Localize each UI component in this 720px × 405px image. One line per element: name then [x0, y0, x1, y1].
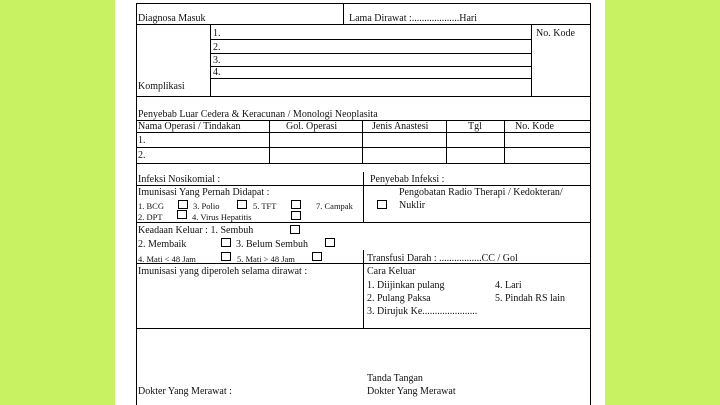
imunisasi-diperoleh-label: Imunisasi yang diperoleh selama dirawat : [138, 266, 308, 277]
penyebab-luar-label: Penyebab Luar Cedera & Keracunan / Monologi Neoplasita [138, 109, 378, 120]
row-divider [136, 222, 590, 223]
checkbox-campak[interactable] [377, 200, 387, 209]
cara-keluar-pindah-rs: 5. Pindah RS lain [495, 293, 566, 304]
keadaan-belum-sembuh: 3. Belum Sembuh [236, 239, 308, 250]
col-no-kode: No. Kode [515, 121, 554, 132]
row-divider [136, 24, 590, 25]
row-divider [136, 132, 590, 133]
operasi-row-2: 2. [138, 150, 146, 161]
col-divider [363, 250, 364, 263]
col-divider [363, 172, 364, 222]
row-divider [136, 163, 590, 164]
diagnosis-item-4: 4. [213, 67, 221, 78]
imunisasi-bcg: 1. BCG [138, 201, 164, 211]
row-divider [210, 78, 531, 79]
form-border-right [590, 3, 591, 405]
operasi-row-1: 1. [138, 135, 146, 146]
imunisasi-dpt: 2. DPT [138, 212, 163, 222]
cara-keluar-label: Cara Keluar [367, 266, 416, 277]
col-gol-operasi: Gol. Operasi [286, 121, 338, 132]
radio-terapi-label: Pengobatan Radio Therapi / Kedokteran/ [399, 187, 563, 198]
penyebab-infeksi-label: Penyebab Infeksi : [370, 174, 445, 185]
diagnosis-item-3: 3. [213, 55, 221, 66]
imunisasi-polio: 3. Polio [193, 201, 220, 211]
diagnosis-item-2: 2. [213, 42, 221, 53]
komplikasi-label: Komplikasi [138, 81, 185, 92]
col-jenis-anastesi: Jenis Anastesi [372, 121, 429, 132]
dokter-label: Dokter Yang Merawat : [138, 386, 232, 397]
cara-keluar-pulang-paksa: 2. Pulang Paksa [367, 293, 431, 304]
imunisasi-tft: 5. TFT [253, 201, 277, 211]
imunisasi-title: Imunisasi Yang Pernah Didapat : [138, 187, 270, 198]
nuklir-label: Nuklir [399, 200, 426, 211]
infeksi-nosikomial-label: Infeksi Nosikomial : [138, 174, 221, 185]
form-border-left [136, 3, 137, 405]
row-divider [136, 96, 590, 97]
row-divider [210, 39, 531, 40]
checkbox-membaik[interactable] [221, 238, 231, 247]
col-divider [446, 120, 447, 163]
cara-keluar-diijinkan: 1. Diijinkan pulang [367, 280, 445, 291]
col-nama-operasi: Nama Operasi / Tindakan [138, 121, 241, 132]
medical-summary-form [115, 0, 605, 405]
checkbox-belum-sembuh[interactable] [325, 238, 335, 247]
row-divider [136, 328, 590, 329]
checkbox-mati-kurang[interactable] [221, 252, 231, 261]
row-divider [210, 53, 531, 54]
imunisasi-hepatitis: 4. Virus Hepatitis [192, 212, 252, 222]
no-kode-label: No. Kode [536, 28, 575, 39]
checkbox-sembuh[interactable] [290, 225, 300, 234]
keadaan-mati-lebih: 5. Mati > 48 Jam [237, 254, 295, 264]
cara-keluar-lari: 4. Lari [495, 280, 522, 291]
diagnosis-item-1: 1. [213, 28, 221, 39]
col-divider [504, 120, 505, 163]
dokter-merawat-label: Dokter Yang Merawat [367, 386, 456, 397]
checkbox-hepatitis[interactable] [291, 211, 301, 220]
form-border-top [136, 3, 590, 4]
cara-keluar-dirujuk: 3. Dirujuk Ke...................... [367, 306, 478, 317]
col-tgl: Tgl [468, 121, 482, 132]
keadaan-keluar-label: Keadaan Keluar : 1. Sembuh [138, 225, 254, 236]
checkbox-polio[interactable] [237, 200, 247, 209]
tanda-tangan-label: Tanda Tangan [367, 373, 423, 384]
row-divider [136, 147, 590, 148]
col-divider [363, 263, 364, 328]
imunisasi-campak: 7. Campak [316, 201, 353, 211]
checkbox-bcg[interactable] [178, 200, 188, 209]
keadaan-membaik: 2. Membaik [138, 239, 187, 250]
lama-dirawat-label: Lama Dirawat :...................Hari [349, 13, 478, 24]
col-divider [362, 120, 363, 163]
col-divider [531, 24, 532, 96]
checkbox-dpt[interactable] [177, 210, 187, 219]
diagnosa-masuk-label: Diagnosa Masuk [138, 13, 206, 24]
col-divider [343, 3, 344, 24]
checkbox-tft[interactable] [291, 200, 301, 209]
col-divider [210, 24, 211, 96]
row-divider [210, 66, 531, 67]
keadaan-mati-kurang: 4. Mati < 48 Jam [138, 254, 196, 264]
col-divider [269, 120, 270, 163]
checkbox-mati-lebih[interactable] [312, 252, 322, 261]
transfusi-darah-label: Transfusi Darah : .................CC / Gol [367, 253, 518, 264]
